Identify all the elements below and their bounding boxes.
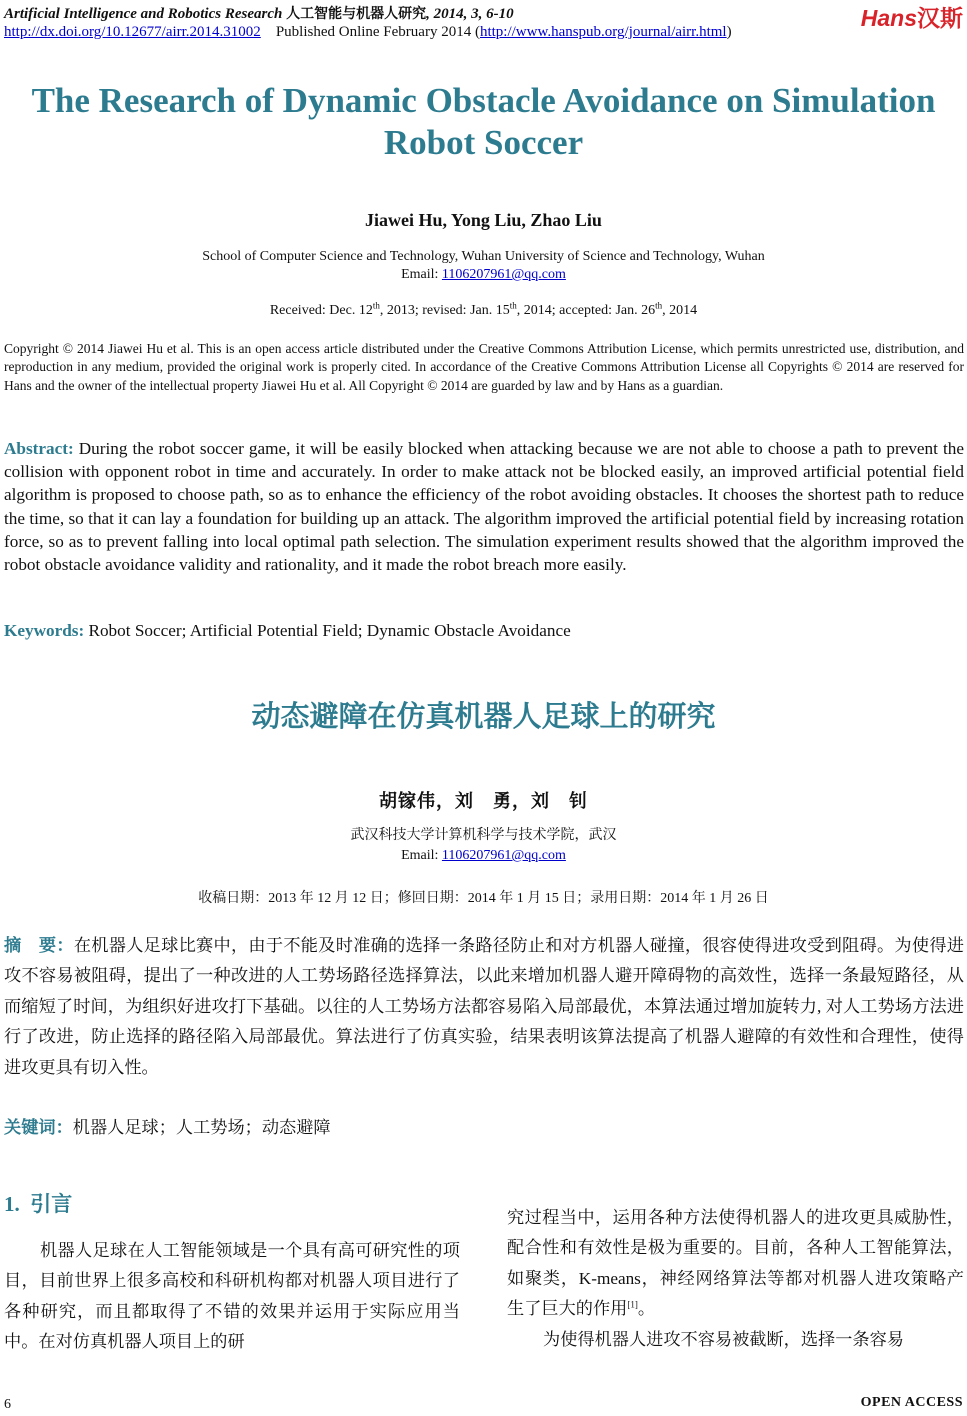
cn-email-label: Email: bbox=[401, 848, 442, 863]
cn-abstract-text: 在机器人足球比赛中，由于不能及时准确的选择一条路径防止和对方机器人碰撞，很容使得进攻受到阻碍。为使得进攻不容易被阻碍，提出了一种改进的人工势场路径选择算法，以此来增加机器人避开障碍物的高效性，选择一条最短路径，从而缩短了时间，为组织好进攻打下基础。以往的人工势场方法都容易陷入局部最优，本算法通过增加旋转力, 对人工势场方法进行了改进，防止选择的路径陷入局部最优。算法进行了仿真实验，结果表明该算法提高了机器人避障的有效性和合理性，使得进攻更具有切入性。 bbox=[4, 936, 964, 1077]
cn-abstract bbox=[4, 931, 964, 1083]
journal-header bbox=[4, 3, 514, 23]
cn-email-link[interactable]: 1106207961@qq.com bbox=[441, 848, 566, 863]
open-access-label: OPEN ACCESS bbox=[860, 1395, 963, 1410]
body-right-paragraph-1 bbox=[507, 1203, 964, 1325]
paper-title-line2: Robot Soccer bbox=[383, 123, 584, 162]
body-right-text-end: 。 bbox=[637, 1299, 656, 1319]
hans-logo-text: Hans bbox=[860, 5, 917, 31]
doi-link[interactable]: http://dx.doi.org/10.12677/airr.2014.31002 bbox=[4, 24, 261, 40]
abstract-text: During the robot soccer game, it will be easily blocked when attacking because we are not able to choose a path to prevent the collision with opponent robot in time and accurately. In order to make attack not be blocked easily, an improved artificial potential field algorithm is proposed to choose path, so as to enhance the efficiency of the robot avoiding obstacles. It chooses the shortest path to reduce the time, so that it can lay a foundation for building up an attack. The algorithm improved the artificial potential field by increasing rotation force, so as to prevent falling into local optimal path selection. The simulation experiment results showed that the algorithm improved the robot obstacle avoidance validity and rationality, and it made the robot breach more easily. bbox=[4, 439, 964, 575]
authors: Jiawei Hu, Yong Liu, Zhao Liu bbox=[365, 210, 602, 230]
published-text: Published Online February 2014 ( bbox=[275, 24, 480, 40]
received-p3: , 2014; accepted: Jan. 26 bbox=[516, 303, 656, 318]
email-link[interactable]: 1106207961@qq.com bbox=[441, 267, 566, 282]
affiliation: School of Computer Science and Technology, Wuhan University of Science and Technology, Wuhan bbox=[202, 249, 765, 264]
received-dates bbox=[0, 300, 967, 319]
journal-name: Artificial Intelligence and Robotics Research bbox=[4, 6, 283, 22]
keywords-text: Robot Soccer; Artificial Potential Field; Dynamic Obstacle Avoidance bbox=[84, 621, 571, 640]
affiliation-block bbox=[0, 248, 967, 284]
cn-keywords-text: 机器人足球；人工势场；动态避障 bbox=[72, 1118, 331, 1137]
cn-received-dates: 收稿日期：2013 年 12 月 12 日；修回日期：2014 年 1 月 15 日；录用日期：2014 年 1 月 26 日 bbox=[198, 891, 769, 906]
paper-title bbox=[0, 80, 967, 164]
journal-url-link[interactable]: http://www.hanspub.org/journal/airr.html bbox=[479, 24, 727, 40]
citation-ref: [1] bbox=[627, 1299, 638, 1310]
cn-abstract-label: 摘 要： bbox=[4, 936, 74, 956]
body-column-right bbox=[507, 1203, 964, 1355]
body-right-paragraph-2: 为使得机器人进攻不容易被截断，选择一条容易 bbox=[543, 1329, 904, 1349]
section-title: 引言 bbox=[30, 1192, 73, 1216]
cn-affiliation: 武汉科技大学计算机科学与技术学院，武汉 bbox=[350, 828, 617, 843]
publication-line bbox=[4, 24, 732, 41]
received-p4: , 2014 bbox=[662, 303, 698, 318]
received-th3: th bbox=[655, 300, 663, 311]
cn-affiliation-block bbox=[0, 826, 967, 866]
section-heading bbox=[4, 1188, 72, 1218]
published-close: ) bbox=[726, 24, 732, 40]
cn-email-line bbox=[0, 846, 967, 866]
journal-issue: , 2014, 3, 6-10 bbox=[426, 6, 514, 22]
received-p2: , 2013; revised: Jan. 15 bbox=[379, 303, 510, 318]
received-th2: th bbox=[509, 300, 517, 311]
hans-logo bbox=[861, 0, 963, 33]
abstract bbox=[4, 437, 964, 576]
journal-name-cn: 人工智能与机器人研究 bbox=[286, 6, 427, 22]
received-th1: th bbox=[372, 300, 380, 311]
cn-keywords bbox=[4, 1113, 331, 1138]
cn-authors: 胡镓伟，刘 勇，刘 钊 bbox=[379, 791, 588, 811]
keywords-label: Keywords: bbox=[4, 621, 85, 640]
body-column-left: 机器人足球在人工智能领域是一个具有高可研究性的项目，目前世界上很多高校和科研机构都对机器人项目进行了各种研究，而且都取得了不错的效果并运用于实际应用当中。在对仿真机器人项目上的研 bbox=[4, 1241, 460, 1352]
received-p1: Received: Dec. 12 bbox=[269, 303, 373, 318]
email-label: Email: bbox=[401, 267, 442, 282]
email-line bbox=[0, 266, 967, 284]
cn-keywords-label: 关键词： bbox=[4, 1118, 73, 1138]
cn-title: 动态避障在仿真机器人足球上的研究 bbox=[251, 699, 716, 733]
body-right-text: 究过程当中，运用各种方法使得机器人的进攻更具威胁性，配合性和有效性是极为重要的。目前，各种人工智能算法，如聚类，K-means，神经网络算法等都对机器人进攻策略产生了巨大的作用 bbox=[507, 1208, 964, 1319]
paper-title-line1: The Research of Dynamic Obstacle Avoidance on Simulation bbox=[31, 81, 936, 120]
keywords bbox=[4, 621, 571, 641]
page-number: 6 bbox=[4, 1397, 11, 1412]
copyright-notice: Copyright © 2014 Jiawei Hu et al. This is an open access article distributed under the Creative Commons Attribution License, which permits unrestricted use, distribution, and reproduction in any medium, provided the original work is properly cited. In accordance of the Creative Commons Attribution License all Copyrights © 2014 are reserved for Hans and the owner of the intellectual property Jiawei Hu et al. All Copyright © 2014 are guarded by law and by Hans as a guardian. bbox=[4, 341, 964, 393]
abstract-label: Abstract: bbox=[4, 439, 74, 458]
section-number: 1. bbox=[4, 1192, 20, 1216]
hans-logo-cn: 汉斯 bbox=[917, 6, 963, 32]
